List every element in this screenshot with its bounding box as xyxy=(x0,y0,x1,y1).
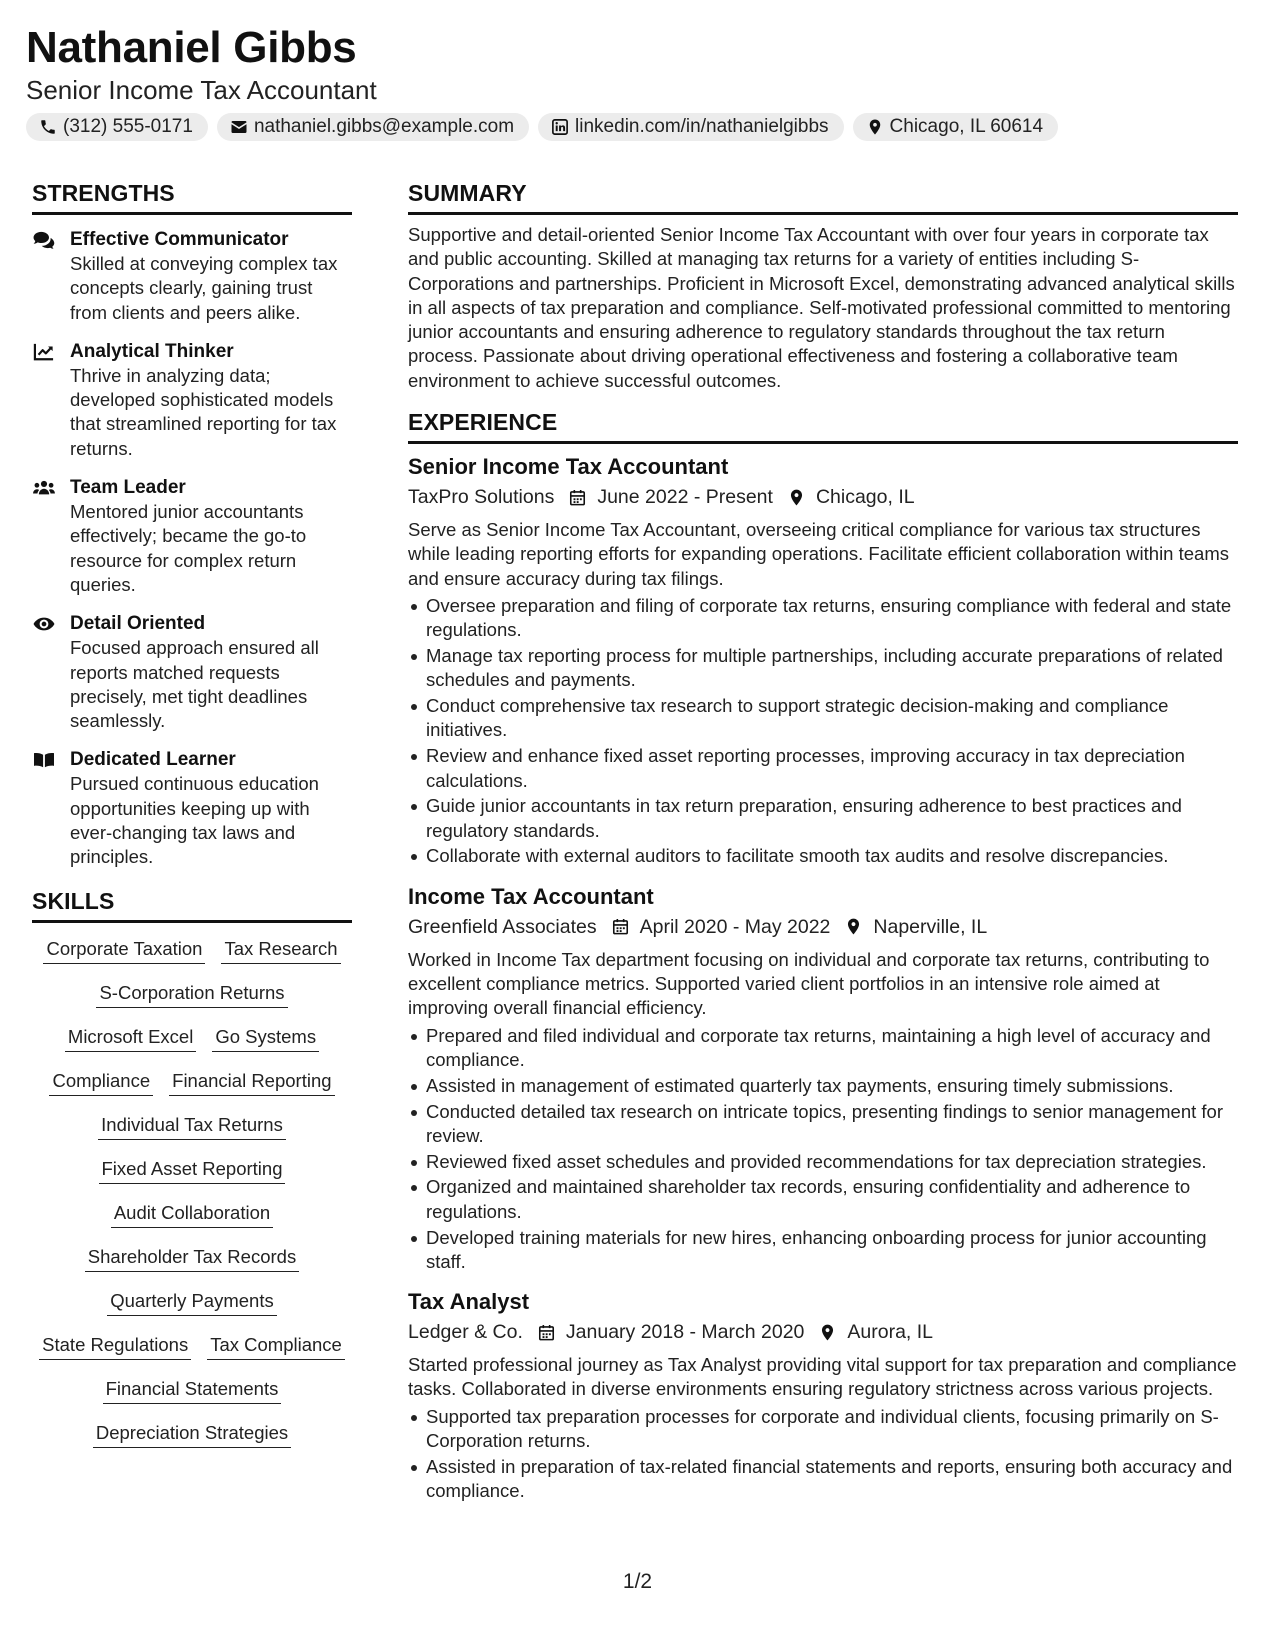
skill-tag: Depreciation Strategies xyxy=(93,1420,291,1448)
job-entry xyxy=(408,882,1238,1274)
chart-line-icon xyxy=(32,342,56,362)
job-company: Ledger & Co. xyxy=(408,1321,523,1344)
strengths-section xyxy=(32,178,352,870)
strength-title: Dedicated Learner xyxy=(70,749,236,771)
map-pin-icon xyxy=(866,118,884,136)
skill-tag: Audit Collaboration xyxy=(111,1200,273,1228)
job-description: Started professional journey as Tax Analyst providing vital support for tax preparation and compliance tasks. Collaborated in diverse environments ensuring regulatory strictness across various projects. xyxy=(408,1354,1237,1400)
strength-desc: Thrive in analyzing data; developed sophisticated models that streamlined reporting for tax returns. xyxy=(70,364,337,459)
summary-heading: SUMMARY xyxy=(408,178,1238,215)
job-role: Income Tax Accountant xyxy=(408,883,654,909)
strength-item xyxy=(32,227,352,325)
strength-item xyxy=(32,475,352,597)
experience-heading: EXPERIENCE xyxy=(408,407,1238,444)
map-pin-icon xyxy=(818,1323,837,1342)
strength-title: Effective Communicator xyxy=(70,229,289,250)
job-bullets xyxy=(408,1024,1238,1274)
job-bullet: Prepared and filed individual and corporate tax returns, maintaining a high level of accuracy and compliance. xyxy=(426,1024,1238,1073)
strength-desc: Focused approach ensured all reports matched requests precisely, met tight deadlines seamlessly. xyxy=(70,637,319,732)
job-bullet: Conducted detailed tax research on intricate topics, presenting findings to senior management for review. xyxy=(426,1100,1238,1149)
job-bullet: Assisted in management of estimated quarterly tax payments, ensuring timely submissions. xyxy=(426,1074,1238,1098)
users-icon xyxy=(32,478,56,498)
calendar-icon xyxy=(537,1323,556,1342)
strength-item xyxy=(32,611,352,733)
job-dates: April 2020 - May 2022 xyxy=(639,915,831,938)
comments-icon xyxy=(32,230,56,250)
linkedin-text: linkedin.com/in/nathanielgibbs xyxy=(575,116,829,137)
experience-section xyxy=(408,407,1238,1503)
job-dates: January 2018 - March 2020 xyxy=(565,1321,805,1344)
contact-linkedin[interactable] xyxy=(538,113,844,141)
map-pin-icon xyxy=(787,488,806,507)
job-meta xyxy=(408,913,1238,941)
skill-tag: S-Corporation Returns xyxy=(96,980,287,1008)
left-column xyxy=(32,178,352,1448)
summary-text: Supportive and detail-oriented Senior Income Tax Accountant with over four years in corporate tax and public accounting. Skilled at managing tax returns for a variety of entities including S-Corporations and partnerships. Proficient in Microsoft Excel, demonstrating advanced analytical skills in all aspects of tax preparation and compliance. Self-motivated professional committed to mentoring junior accountants and ensuring adherence to regulatory standards throughout the tax return process. Passionate about driving operational effectiveness and fostering a collaborative team environment to achieve successful outcomes. xyxy=(408,224,1235,391)
strength-title: Detail Oriented xyxy=(70,613,206,635)
job-company: Greenfield Associates xyxy=(408,915,597,938)
job-meta xyxy=(408,483,1238,511)
job-description: Worked in Income Tax department focusing on individual and corporate tax returns, contributing to excellent compliance metrics. Supported varied client portfolios in an intensive role aimed at improving overall financial efficiency. xyxy=(408,948,1210,1019)
contact-email[interactable] xyxy=(217,113,529,141)
strength-desc: Skilled at conveying complex tax concepts clearly, gaining trust from clients and peers alike. xyxy=(70,253,338,323)
linkedin-icon xyxy=(551,118,569,136)
contact-phone[interactable] xyxy=(26,113,208,141)
job-description: Serve as Senior Income Tax Accountant, overseeing critical compliance for various tax structures while leading reporting efforts for expanding operations. Facilitate efficient collaboration within teams and ensure accuracy during tax filings. xyxy=(408,519,1229,589)
job-meta xyxy=(408,1318,1238,1346)
skills-heading: SKILLS xyxy=(32,886,352,923)
job-entry xyxy=(408,452,1238,869)
skill-tag: Financial Statements xyxy=(103,1376,282,1404)
job-company: TaxPro Solutions xyxy=(408,486,555,509)
skills-section xyxy=(32,886,352,1448)
eye-icon xyxy=(32,614,56,634)
job-bullet: Organized and maintained shareholder tax records, ensuring confidentiality and adherence to regulations. xyxy=(426,1175,1238,1224)
strength-item xyxy=(32,747,352,869)
skill-tag: Compliance xyxy=(49,1068,153,1096)
phone-icon xyxy=(39,118,57,136)
skill-tag: Fixed Asset Reporting xyxy=(99,1156,286,1184)
envelope-icon xyxy=(230,118,248,136)
job-bullets xyxy=(408,1405,1238,1504)
book-icon xyxy=(32,750,56,770)
skill-tag: Tax Research xyxy=(221,936,340,964)
phone-text: (312) 555-0171 xyxy=(63,116,193,137)
job-bullet: Conduct comprehensive tax research to support strategic decision-making and compliance initiatives. xyxy=(426,694,1238,743)
map-pin-icon xyxy=(844,917,863,936)
calendar-icon xyxy=(611,917,630,936)
job-bullet: Developed training materials for new hires, enhancing onboarding process for junior accounting staff. xyxy=(426,1226,1238,1275)
skill-tag: Corporate Taxation xyxy=(43,936,205,964)
skill-tag: State Regulations xyxy=(39,1332,191,1360)
strength-desc: Pursued continuous education opportunities keeping up with ever-changing tax laws and principles. xyxy=(70,773,319,868)
job-location: Naperville, IL xyxy=(873,915,988,938)
strength-title: Team Leader xyxy=(70,477,186,499)
strengths-heading: STRENGTHS xyxy=(32,178,352,215)
job-bullet: Reviewed fixed asset schedules and provided recommendations for tax depreciation strategies. xyxy=(426,1150,1238,1174)
candidate-title: Senior Income Tax Accountant xyxy=(26,75,377,105)
skill-tag: Shareholder Tax Records xyxy=(85,1244,299,1272)
job-bullets xyxy=(408,594,1238,869)
job-bullet: Oversee preparation and filing of corporate tax returns, ensuring compliance with federal and state regulations. xyxy=(426,594,1238,643)
job-location: Chicago, IL xyxy=(815,486,915,509)
job-entry xyxy=(408,1287,1238,1503)
summary-section xyxy=(408,178,1238,393)
job-bullet: Manage tax reporting process for multiple partnerships, including accurate preparations of related schedules and payments. xyxy=(426,644,1238,693)
resume-header xyxy=(26,22,1256,141)
strength-item xyxy=(32,339,352,461)
candidate-name: Nathaniel Gibbs xyxy=(26,23,357,72)
email-text: nathaniel.gibbs@example.com xyxy=(253,116,515,137)
job-bullet: Collaborate with external auditors to facilitate smooth tax audits and resolve discrepancies. xyxy=(426,844,1238,868)
strength-desc: Mentored junior accountants effectively; became the go-to resource for complex return queries. xyxy=(70,501,307,595)
skill-tag: Go Systems xyxy=(212,1024,319,1052)
location-text: Chicago, IL 60614 xyxy=(889,116,1044,137)
skill-tag: Quarterly Payments xyxy=(107,1288,276,1316)
page-number: 1/2 xyxy=(622,1570,653,1593)
job-location: Aurora, IL xyxy=(847,1321,934,1344)
skill-tag: Financial Reporting xyxy=(169,1068,334,1096)
skill-tag: Individual Tax Returns xyxy=(98,1112,286,1140)
job-bullet: Supported tax preparation processes for corporate and individual clients, focusing primarily on S-Corporation returns. xyxy=(426,1405,1238,1454)
job-role: Tax Analyst xyxy=(408,1289,530,1315)
contact-bar xyxy=(26,113,1256,141)
job-bullet: Assisted in preparation of tax-related financial statements and reports, ensuring both accuracy and compliance. xyxy=(426,1455,1238,1504)
job-bullet: Review and enhance fixed asset reporting processes, improving accuracy in tax depreciation calculations. xyxy=(426,744,1238,793)
job-dates: June 2022 - Present xyxy=(597,486,773,509)
job-role: Senior Income Tax Accountant xyxy=(408,454,729,480)
skill-tag: Tax Compliance xyxy=(207,1332,345,1360)
job-bullet: Guide junior accountants in tax return preparation, ensuring adherence to best practices and regulatory standards. xyxy=(426,794,1238,843)
contact-location xyxy=(853,113,1059,141)
skill-tag: Microsoft Excel xyxy=(65,1024,196,1052)
strength-title: Analytical Thinker xyxy=(70,340,234,362)
right-column xyxy=(408,178,1238,1505)
calendar-icon xyxy=(568,488,587,507)
